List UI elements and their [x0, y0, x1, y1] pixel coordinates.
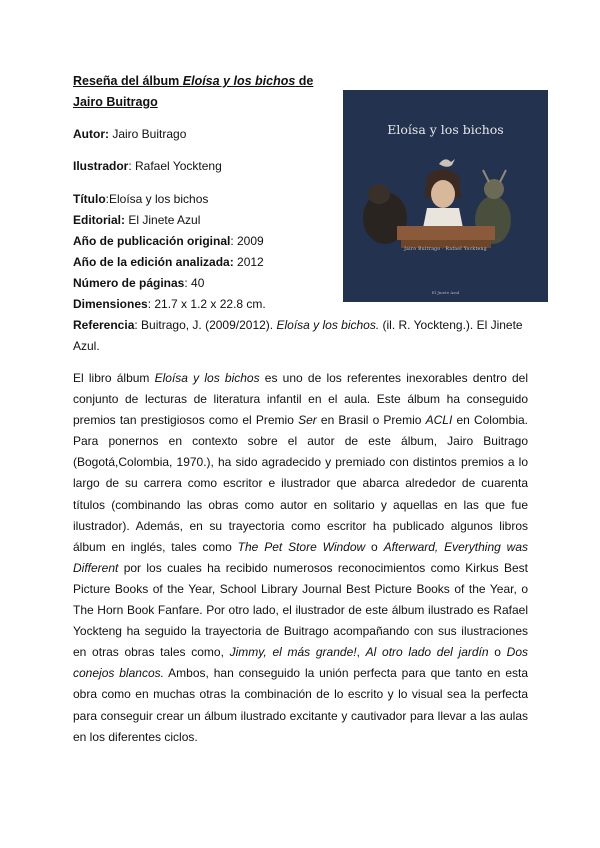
review-title-author: Jairo Buitrago	[73, 95, 158, 109]
reference-book: Eloísa y los bichos.	[276, 318, 380, 332]
desk-top	[397, 226, 495, 240]
author-value: Jairo Buitrago	[109, 127, 187, 141]
body-text-segment: El libro álbum	[73, 371, 155, 385]
reference-label: Referencia	[73, 318, 135, 332]
author-label: Autor:	[73, 127, 109, 141]
reference-post: (il. R. Yockteng.). El Jinete Azul.	[73, 318, 523, 353]
illustrator-label: Ilustrador	[73, 159, 129, 173]
author-line	[73, 124, 186, 144]
dimensions-value: : 21.7 x 1.2 x 22.8 cm.	[147, 297, 266, 311]
review-title-suffix: de	[295, 74, 314, 88]
body-italic-segment: The Pet Store Window	[237, 539, 366, 554]
original-year-label: Año de publicación original	[73, 234, 231, 248]
cover-title: Eloísa y los bichos	[387, 122, 504, 137]
original-year-value: : 2009	[230, 234, 264, 248]
edition-year-line	[73, 252, 264, 272]
girl-face	[431, 180, 455, 208]
illustrator-line	[73, 156, 222, 176]
reference-line	[73, 315, 531, 357]
dimensions-line	[73, 294, 266, 314]
publisher-line	[73, 210, 200, 230]
girl-dress	[423, 208, 463, 228]
cover-publisher: El Jinete Azul	[431, 290, 460, 295]
body-italic-segment: Dos conejos blancos.	[73, 645, 529, 681]
body-text-segment: es uno de los referentes inexorables dentro del conjunto de lecturas de literatura infantil en el aula. Este álbum ha conseguido premios tan prestigiosos como el Premio	[73, 371, 529, 428]
body-text-segment: ,	[356, 645, 366, 660]
body-text-segment: Ambos, han conseguido la unión perfecta para que tanto en esta obra como en muchas otras la combinación de lo escrito y lo visual sea la perfecta para conseguir crear un álbum ilustrado excitante y cautivador para llevar a las aulas en los diferentes ciclos.	[73, 666, 528, 744]
left-bug-head	[368, 184, 390, 204]
edition-year-label: Año de la edición analizada:	[73, 255, 234, 269]
book-title-label: Título	[73, 192, 106, 206]
body-text-segment: en Brasil o Premio	[316, 413, 426, 428]
pages-line	[73, 273, 204, 293]
body-text-segment: por los cuales ha recibido numerosos reconocimientos como Kirkus Best Picture Books of the Year, School Library Journal Best Picture Books of the Year, o The Horn Book Fanfare. Por otro lado, el ilustrador de este álbum ilustrado es Rafael Yockteng ha seguido la trayectoria de Buitrago acompañando con sus ilustraciones en otras obras tales como,	[73, 560, 528, 660]
review-title	[73, 71, 338, 113]
body-text-segment: o	[488, 645, 507, 660]
body-italic-segment: Eloísa y los bichos	[154, 371, 260, 385]
body-italic-segment: ACLI	[425, 413, 453, 428]
illustrator-value: : Rafael Yockteng	[128, 159, 222, 173]
review-body	[73, 368, 528, 748]
body-italic-segment: Jimmy, el más grande!	[229, 645, 357, 660]
dimensions-label: Dimensiones	[73, 297, 148, 311]
body-text-segment: en Colombia. Para ponernos en contexto sobre el autor de este álbum, Jairo Buitrago (Bogotá,Colombia, 1970.), ha sido agradecido y premiado con distintos premios a lo largo de su carrera como escritor e ilustrador que abarca alrededor de cuarenta títulos (combinando las obras como autor en solitario y aquellas en las que fue ilustrador). Además, en su trayectoria como escritor ha publicado algunos libros álbum en inglés, tales como	[73, 413, 528, 554]
review-title-book: Eloísa y los bichos	[182, 74, 296, 88]
pages-label: Número de páginas	[73, 276, 185, 290]
pages-value: : 40	[184, 276, 205, 290]
edition-year-value: 2012	[233, 255, 264, 269]
body-text-segment: o	[365, 539, 384, 554]
body-italic-segment: Ser	[298, 413, 317, 428]
body-italic-segment: Al otro lado del jardín	[365, 645, 489, 660]
reference-pre: : Buitrago, J. (2009/2012).	[134, 318, 277, 332]
book-cover-image	[343, 90, 548, 302]
book-title-value: :Eloísa y los bichos	[105, 192, 209, 206]
body-italic-segment: Afterward, Everything was Different	[73, 539, 529, 575]
publisher-label: Editorial:	[73, 213, 126, 227]
cover-credit: Jairo Buitrago · Rafael Yockteng	[404, 247, 487, 252]
publisher-value: El Jinete Azul	[125, 213, 201, 227]
book-title-line	[73, 189, 208, 209]
review-title-prefix: Reseña del álbum	[73, 74, 183, 88]
original-year-line	[73, 231, 264, 251]
